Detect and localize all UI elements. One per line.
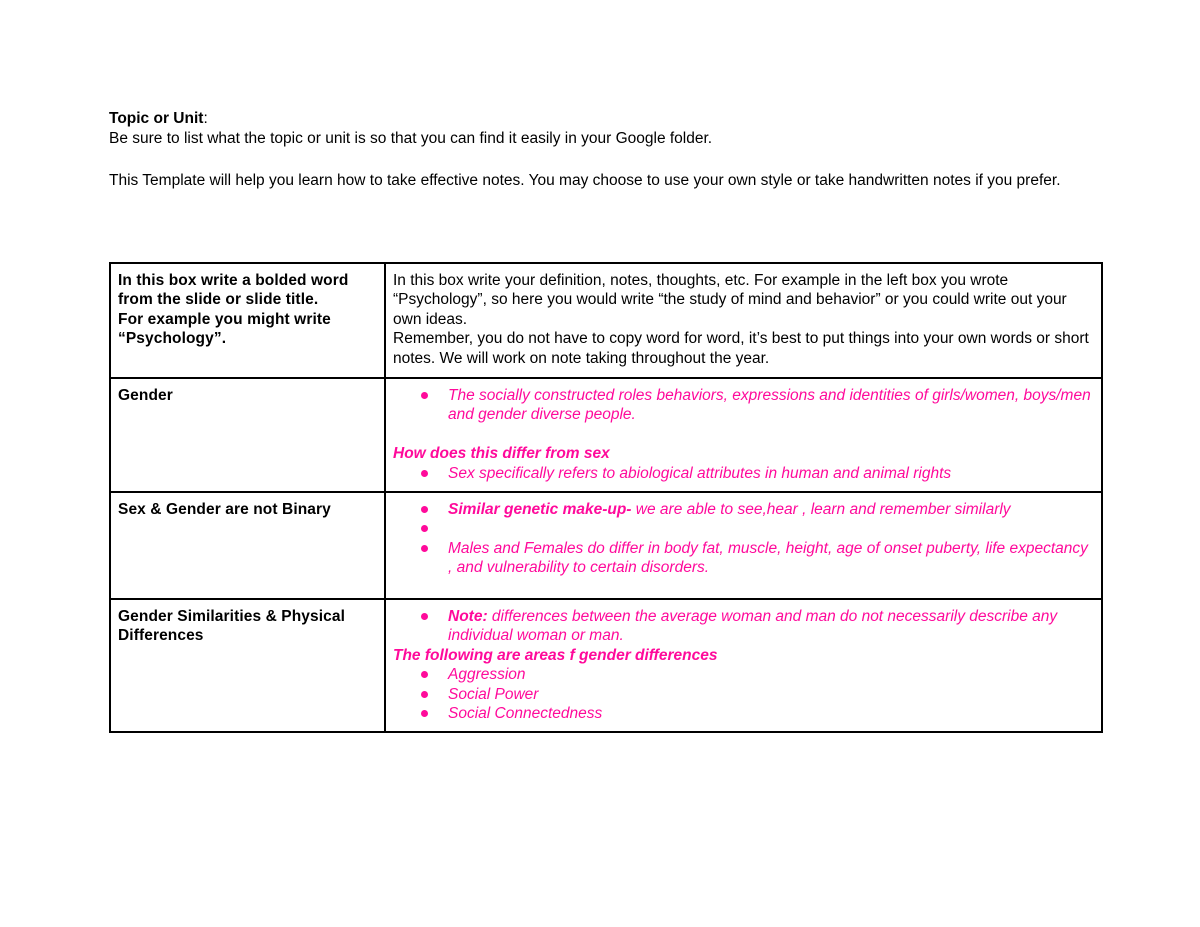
term-line: For example you might write (118, 310, 331, 328)
list-item (393, 519, 1095, 538)
term-cell (110, 492, 385, 599)
notes-cell (385, 492, 1102, 599)
notes-cell (385, 599, 1102, 732)
bullet-list (393, 665, 1095, 723)
document-header (109, 109, 1104, 191)
bullet-bold-text: Similar genetic make-up- (448, 501, 632, 519)
bullet-text: we are able to see,hear , learn and remember similarly (631, 501, 1011, 519)
list-item (393, 539, 1095, 578)
notes-cell (385, 378, 1102, 492)
term-cell (110, 263, 385, 378)
bullet-list (393, 386, 1095, 425)
subheading: How does this differ from sex (393, 445, 610, 463)
list-item (393, 665, 1095, 684)
term-cell (110, 378, 385, 492)
term-line: In this box write a bolded word (118, 272, 349, 289)
list-item (393, 464, 1095, 483)
bullet-text: The socially constructed roles behaviors, expressions and identities of girls/women, boys/men and gender diverse people. (448, 387, 1091, 424)
table-row (110, 263, 1102, 378)
list-item (393, 704, 1095, 723)
bullet-icon (421, 613, 428, 620)
bullet-text: Aggression (448, 666, 526, 684)
table-row (110, 599, 1102, 732)
bullet-list (393, 464, 1095, 483)
term-text: Gender (118, 387, 173, 404)
bullet-text: Males and Females do differ in body fat, muscle, height, age of onset puberty, life expectancy , and vulnerability to certain disorders. (448, 539, 1088, 577)
bullet-text: differences between the average woman and man do not necessarily describe any individual woman or man. (448, 608, 1058, 645)
notes-table (109, 262, 1103, 733)
bullet-icon (421, 671, 428, 678)
bullet-icon (421, 470, 428, 477)
bullet-icon (421, 545, 428, 552)
list-item (393, 685, 1095, 704)
bullet-icon (421, 506, 428, 513)
table-row (110, 492, 1102, 599)
term-text: Sex & Gender are not Binary (118, 501, 331, 519)
instruction-line-1: Be sure to list what the topic or unit is so that you can find it easily in your Google folder. (109, 130, 713, 147)
table-row (110, 378, 1102, 492)
bullet-icon (421, 691, 428, 698)
bullet-text: Sex specifically refers to abiological attributes in human and animal rights (448, 464, 952, 482)
bullet-bold-text: Note: (448, 608, 488, 626)
bullet-list (393, 607, 1095, 646)
bullet-icon (421, 710, 428, 717)
list-item (393, 607, 1095, 646)
subheading: The following are areas f gender differences (393, 646, 718, 664)
topic-colon: : (203, 110, 208, 127)
instruction-line-2: This Template will help you learn how to take effective notes. You may choose to use your own style or take handwritten notes if you prefer. (109, 172, 1061, 189)
term-text: Gender Similarities & Physical Differences (118, 608, 345, 645)
bullet-icon (421, 392, 428, 399)
notes-text: In this box write your definition, notes, thoughts, etc. For example in the left box you wrote “Psychology”, so here you would write “the study of mind and behavior” or you could write out your own ideas. (393, 272, 1067, 328)
term-cell (110, 599, 385, 732)
topic-heading (109, 109, 1104, 129)
term-line: “Psychology”. (118, 330, 227, 348)
bullet-icon (421, 525, 428, 532)
term-line: from the slide or slide title. (118, 291, 319, 309)
bullet-text: Social Connectedness (448, 705, 603, 723)
list-item (393, 500, 1095, 519)
bullet-list (393, 500, 1095, 578)
bullet-text: Social Power (448, 685, 539, 703)
notes-cell (385, 263, 1102, 378)
topic-label: Topic or Unit (109, 110, 204, 127)
list-item (393, 386, 1095, 425)
notes-text: Remember, you do not have to copy word for word, it’s best to put things into your own words or short notes. We will work on note taking throughout the year. (393, 330, 1089, 367)
